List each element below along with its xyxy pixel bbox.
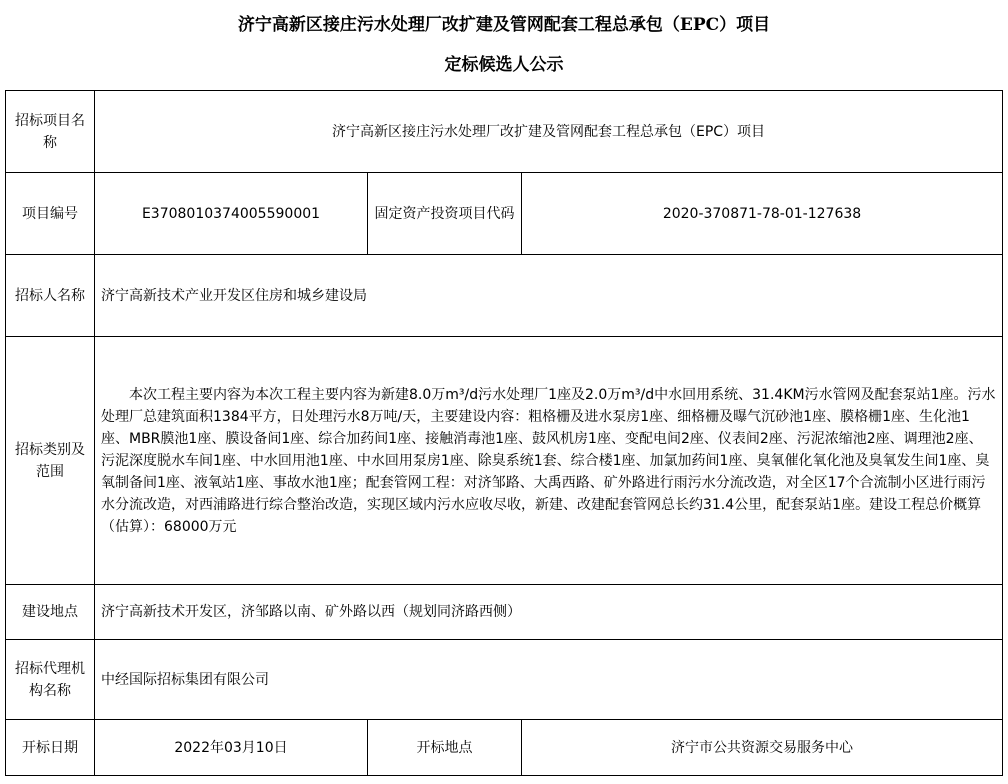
tenderer-value: 济宁高新技术产业开发区住房和城乡建设局	[95, 255, 1003, 337]
location-label: 建设地点	[6, 585, 95, 640]
agency-label: 招标代理机构名称	[6, 640, 95, 720]
row-scope	[6, 337, 1003, 585]
open-place-label: 开标地点	[368, 720, 522, 776]
document-title: 济宁高新区接庄污水处理厂改扩建及管网配套工程总承包（EPC）项目	[237, 15, 771, 35]
open-date-label: 开标日期	[6, 720, 95, 776]
document-subtitle: 定标候选人公示	[444, 55, 564, 75]
location-value: 济宁高新技术开发区，济邹路以南、矿外路以西（规划同济路西侧）	[95, 585, 1003, 640]
scope-label: 招标类别及范围	[6, 337, 95, 585]
scope-value	[95, 337, 1003, 585]
row-tenderer	[6, 255, 1003, 337]
row-project-name	[6, 91, 1003, 173]
open-date-value: 2022年03月10日	[95, 720, 368, 776]
scope-text: 本次工程主要内容为本次工程主要内容为新建8.0万m³/d污水处理厂1座及2.0万m³/d中水回用系统、31.4KM污水管网及配套泵站1座。污水处理厂总建筑面积1384平方，日处理污水8万吨/天，主要建设内容：粗格栅及进水泵房1座、细格栅及曝气沉砂池1座、膜格栅1座、生化池1座、MBR膜池1座、膜设备间1座、综合加药间1座、接触消毒池1座、鼓风机房1座、变配电间2座、仪表间2座、污泥浓缩池2座、调理池2座、污泥深度脱水车间1座、中水回用池1座、中水回用泵房1座、除臭系统1套、综合楼1座、加氯加药间1座、臭氧催化氧化池及臭氧发生间1座、臭氧制备间1座、液氧站1座、事故水池1座；配套管网工程：对济邹路、大禹西路、矿外路进行雨污水分流改造，对全区17个合流制小区进行雨污水分流改造，对西浦路进行综合整治改造，实现区域内污水应收尽收，新建、改建配套管网总长约31.4公里，配套泵站1座。建设工程总价概算（估算）：68000万元	[101, 386, 996, 535]
project-name-value: 济宁高新区接庄污水处理厂改扩建及管网配套工程总承包（EPC）项目	[95, 91, 1003, 173]
agency-value: 中经国际招标集团有限公司	[95, 640, 1003, 720]
project-no-value: E3708010374005590001	[95, 173, 368, 255]
row-open	[6, 720, 1003, 776]
fixed-asset-code-value: 2020-370871-78-01-127638	[522, 173, 1003, 255]
row-project-no	[6, 173, 1003, 255]
fixed-asset-code-label: 固定资产投资项目代码	[368, 173, 522, 255]
row-location	[6, 585, 1003, 640]
row-agency	[6, 640, 1003, 720]
tenderer-label: 招标人名称	[6, 255, 95, 337]
project-name-label: 招标项目名称	[6, 91, 95, 173]
open-place-value: 济宁市公共资源交易服务中心	[522, 720, 1003, 776]
project-no-label: 项目编号	[6, 173, 95, 255]
announcement-table	[5, 90, 1003, 776]
